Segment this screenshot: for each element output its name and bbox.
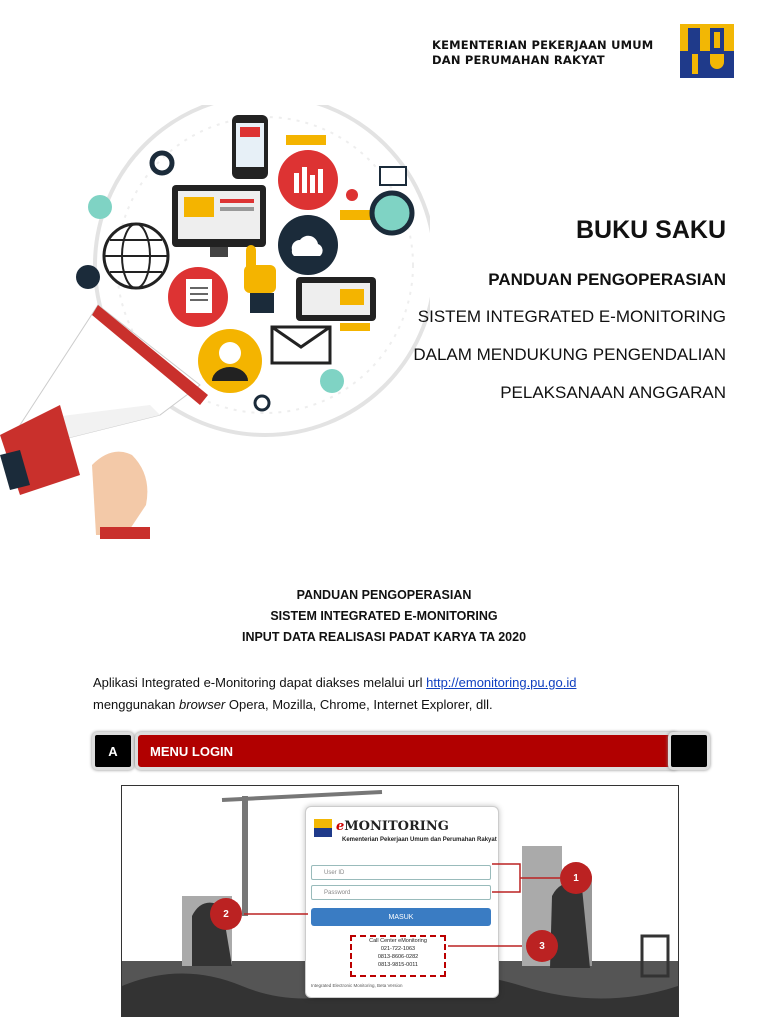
call-center-title: Call Center eMonitoring [369,938,427,944]
intro-paragraph [93,672,705,716]
cover-line-1: SISTEM INTEGRATED E-MONITORING [417,307,726,326]
envelope-icon [272,327,330,363]
callout-marker-2: 2 [210,898,242,930]
call-center-phone-2: 0813-8606-0282 [377,954,419,960]
section-heading [0,585,768,648]
key-icon [255,396,269,410]
section-heading-2: SISTEM INTEGRATED E-MONITORING [270,609,498,623]
chat-bubble-icon [88,195,112,219]
globe-icon [104,224,168,288]
ministry-line-1: KEMENTERIAN PEKERJAAN UMUM [432,38,654,52]
login-screenshot [121,785,679,1017]
intro-text-end: Opera, Mozilla, Chrome, Internet Explorer, dll. [225,697,493,712]
pu-logo-icon [680,24,734,78]
section-heading-3: INPUT DATA REALISASI PADAT KARYA TA 2020 [241,630,527,644]
ministry-name [432,38,653,68]
gear-icon [152,153,172,173]
brand-e: e [336,819,345,834]
callout-arrows [122,786,678,1016]
intro-text-start: Aplikasi Integrated e-Monitoring dapat diakses melalui url [93,675,427,690]
pencil-icon [286,135,326,145]
user-id-placeholder: User ID [324,869,345,876]
cover-line-3: PELAKSANAAN ANGGARAN [500,383,726,402]
tablet-icon [296,277,376,321]
user-avatar-icon [198,329,262,393]
step-badge-blank [668,732,710,770]
cover-illustration [0,105,430,545]
document-icon [168,267,228,327]
masuk-button[interactable]: MASUK [311,908,491,926]
callout-marker-3: 3 [526,930,558,962]
step-badge-a: A [92,732,134,770]
call-center-phone-1: 021-722-1063 [380,946,416,952]
book-title: BUKU SAKU [576,216,726,244]
megaphone-icon [0,305,208,539]
brand-rest: MONITORING [344,819,449,834]
intro-text-italic: browser [179,697,226,712]
chat-bubble-green-icon [320,369,344,393]
mail-small-icon [380,167,406,185]
cover-subtitle: PANDUAN PENGOPERASIAN [488,270,726,289]
password-placeholder: Password [324,889,351,896]
hand-pointer-icon [244,245,276,313]
callout-marker-1: 1 [560,862,592,894]
chat-bubble-dark-icon [76,265,100,289]
ministry-line-2: DAN PERUMAHAN RAKYAT [432,53,605,67]
cover-line-2: DALAM MENDUKUNG PENGENDALIAN [413,345,726,364]
cloud-icon [278,215,338,275]
emonitoring-link[interactable]: http://emonitoring.pu.go.id [426,675,577,690]
call-center-phone-3: 0813-9815-0011 [378,962,418,968]
pencil-2-icon [340,323,370,331]
brand-subtitle: Kementerian Pekerjaan Umum dan Perumahan Rakyat [342,837,497,843]
login-footer: Integrated Electronic Monitoring, Beta Version [311,983,403,988]
bar-chart-icon [278,150,338,210]
pie-small-icon [346,189,358,201]
section-heading-1: PANDUAN PENGOPERASIAN [296,588,472,602]
smartphone-icon [232,115,268,179]
menu-login-bar: MENU LOGIN [135,732,679,770]
intro-text-mid: menggunakan [93,697,180,712]
